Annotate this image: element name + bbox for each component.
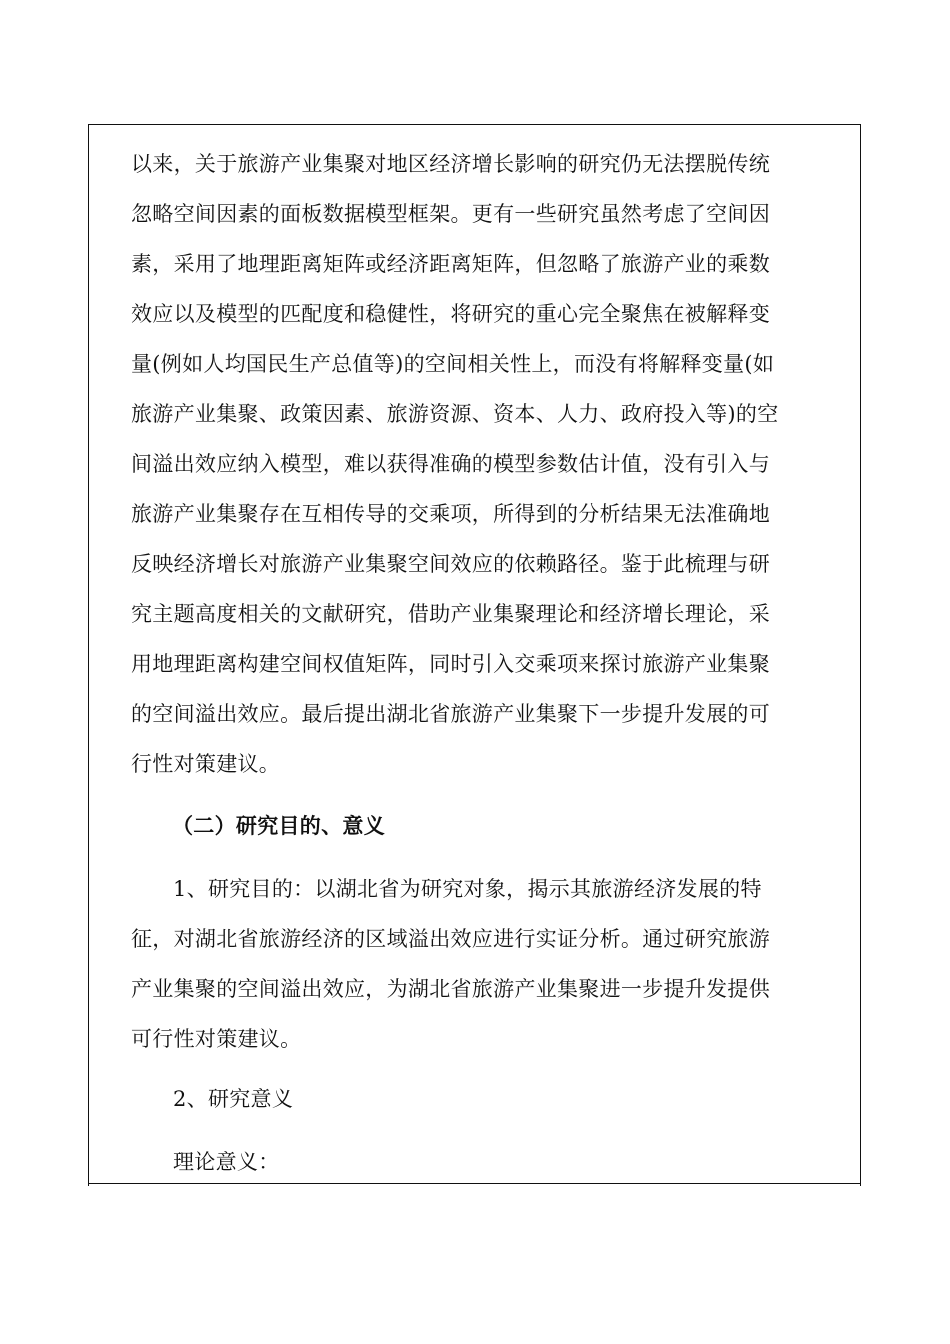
paragraph-line: 以来，关于旅游产业集聚对地区经济增长影响的研究仍无法摆脱传统 <box>131 152 770 176</box>
paragraph-line: 旅游产业集聚存在互相传导的交乘项，所得到的分析结果无法准确地 <box>131 502 770 526</box>
purpose-paragraph-line: 1、研究目的：以湖北省为研究对象，揭示其旅游经济发展的特 <box>173 877 762 901</box>
content-frame-bottom-border <box>88 1183 861 1184</box>
theory-label: 理论意义： <box>173 1150 280 1174</box>
paragraph-line: 忽略空间因素的面板数据模型框架。更有一些研究虽然考虑了空间因 <box>131 202 770 226</box>
paragraph-line: 究主题高度相关的文献研究，借助产业集聚理论和经济增长理论，采 <box>131 602 770 626</box>
section-heading: （二）研究目的、意义 <box>172 813 385 838</box>
purpose-paragraph-line: 产业集聚的空间溢出效应，为湖北省旅游产业集聚进一步提升发提供 <box>131 977 770 1001</box>
paragraph-line: 效应以及模型的匹配度和稳健性，将研究的重心完全聚焦在被解释变 <box>131 302 770 326</box>
paragraph-line: 旅游产业集聚、政策因素、旅游资源、资本、人力、政府投入等)的空 <box>131 402 779 426</box>
purpose-paragraph-line: 征，对湖北省旅游经济的区域溢出效应进行实证分析。通过研究旅游 <box>131 927 770 951</box>
paragraph-line: 行性对策建议。 <box>131 752 281 776</box>
significance-heading: 2、研究意义 <box>173 1087 294 1111</box>
paragraph-line: 量(例如人均国民生产总值等)的空间相关性上，而没有将解释变量(如 <box>131 352 775 376</box>
paragraph-line: 用地理距离构建空间权值矩阵，同时引入交乘项来探讨旅游产业集聚 <box>131 652 770 676</box>
purpose-paragraph-line: 可行性对策建议。 <box>131 1027 302 1051</box>
paragraph-line: 反映经济增长对旅游产业集聚空间效应的依赖路径。鉴于此梳理与研 <box>131 552 770 576</box>
paragraph-line: 的空间溢出效应。最后提出湖北省旅游产业集聚下一步提升发展的可 <box>131 702 770 726</box>
paragraph-line: 间溢出效应纳入模型，难以获得准确的模型参数估计值，没有引入与 <box>131 452 770 476</box>
paragraph-line: 素，采用了地理距离矩阵或经济距离矩阵，但忽略了旅游产业的乘数 <box>131 252 770 276</box>
